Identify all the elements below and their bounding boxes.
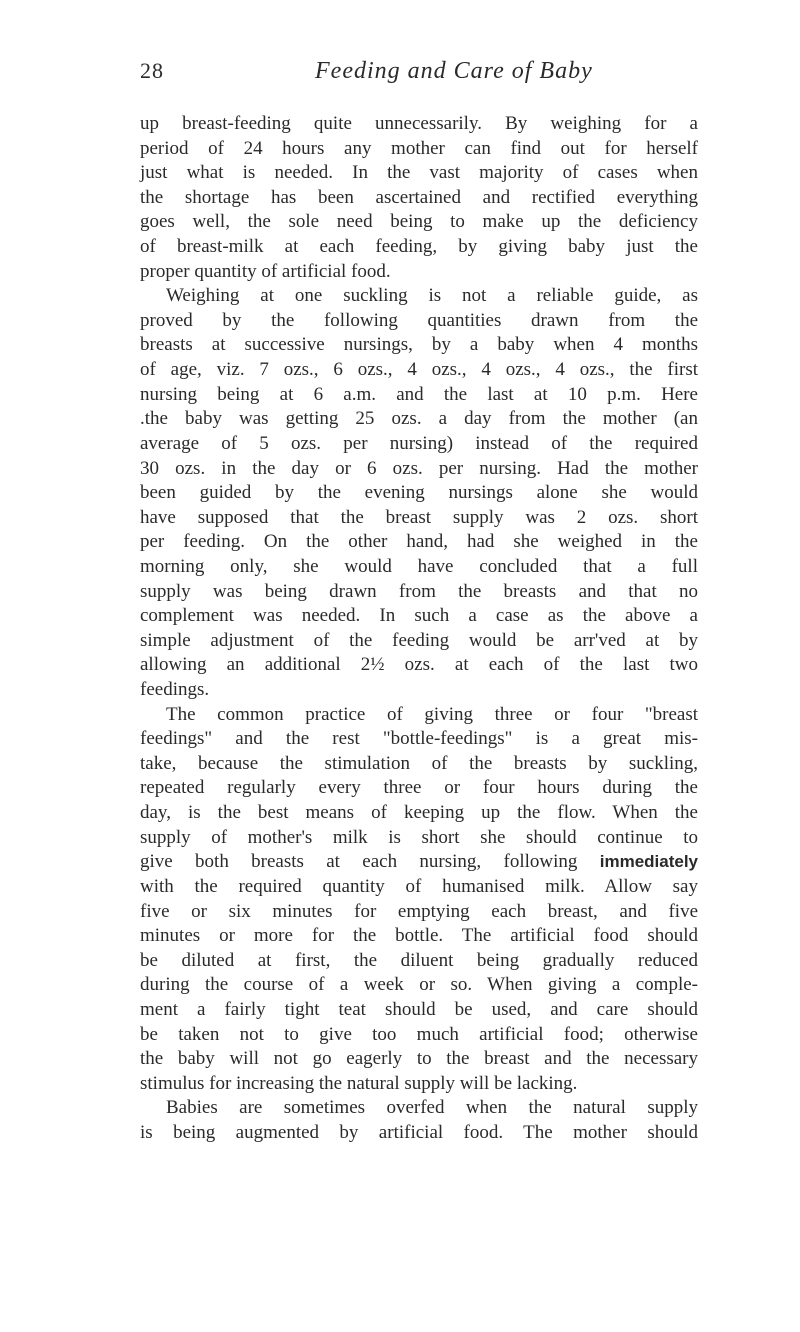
- text-line: take, because the stimulation of the breasts by suckling,: [140, 752, 698, 774]
- running-head: [140, 58, 700, 94]
- text-line: just what is needed. In the vast majority of cases when: [140, 162, 698, 184]
- text-line: is being augmented by artificial food. The mother should: [140, 1121, 698, 1143]
- text-line: [140, 850, 698, 875]
- text-segment: give both breasts at each nursing, following: [140, 851, 578, 873]
- text-line: complement was needed. In such a case as the above a: [140, 605, 698, 627]
- text-line: during the course of a week or so. When giving a comple-: [140, 974, 698, 996]
- text-line: supply of mother's milk is short she should continue to: [140, 826, 698, 848]
- text-line: proper quantity of artificial food.: [140, 260, 391, 282]
- text-line: have supposed that the breast supply was 2 ozs. short: [140, 506, 698, 528]
- text-line: up breast-feeding quite unnecessarily. By weighing for a: [140, 113, 698, 134]
- text-line: proved by the following quantities drawn from the: [140, 309, 698, 331]
- body-text: [140, 112, 698, 1146]
- emphasis-immediately: immediately: [599, 852, 699, 872]
- text-line: .the baby was getting 25 ozs. a day from the mother (an: [140, 408, 698, 430]
- text-line: simple adjustment of the feeding would be arr'ved at by: [140, 629, 698, 651]
- text-line: period of 24 hours any mother can find out for herself: [140, 137, 698, 159]
- text-line: stimulus for increasing the natural supply will be lacking.: [140, 1072, 578, 1094]
- text-line: with the required quantity of humanised milk. Allow say: [140, 875, 698, 897]
- text-line: breasts at successive nursings, by a baby when 4 months: [140, 334, 698, 356]
- text-line: minutes or more for the bottle. The artificial food should: [140, 925, 698, 947]
- text-line: morning only, she would have concluded that a full: [140, 555, 698, 577]
- text-line: five or six minutes for emptying each breast, and five: [140, 900, 698, 922]
- text-line: average of 5 ozs. per nursing) instead of the required: [140, 432, 698, 454]
- text-line: be diluted at first, the diluent being gradually reduced: [140, 949, 698, 971]
- text-line: allowing an additional 2½ ozs. at each of the last two: [140, 654, 698, 676]
- text-line: the baby will not go eagerly to the breast and the necessary: [140, 1048, 698, 1070]
- text-line: Weighing at one suckling is not a reliable guide, as: [166, 285, 698, 307]
- text-line: been guided by the evening nursings alone she would: [140, 482, 698, 504]
- text-line: the shortage has been ascertained and rectified everything: [140, 186, 698, 208]
- text-line: nursing being at 6 a.m. and the last at 10 p.m. Here: [140, 383, 698, 405]
- text-line: repeated regularly every three or four hours during the: [140, 777, 698, 799]
- text-line: feedings.: [140, 679, 210, 701]
- text-line: per feeding. On the other hand, had she weighed in the: [140, 531, 698, 553]
- text-line: day, is the best means of keeping up the flow. When the: [140, 802, 698, 824]
- text-line: of age, viz. 7 ozs., 6 ozs., 4 ozs., 4 ozs., 4 ozs., the first: [140, 359, 698, 381]
- text-line: The common practice of giving three or four "breast: [166, 703, 698, 725]
- text-line: goes well, the sole need being to make up the deficiency: [140, 211, 698, 233]
- text-line: Babies are sometimes overfed when the natural supply: [166, 1097, 698, 1119]
- text-line: feedings" and the rest "bottle-feedings" is a great mis-: [140, 728, 698, 750]
- page-number: 28: [140, 58, 164, 83]
- running-title: Feeding and Care of Baby: [315, 58, 593, 84]
- text-line: of breast-milk at each feeding, by giving baby just the: [140, 236, 698, 258]
- text-line: ment a fairly tight teat should be used, and care should: [140, 998, 698, 1020]
- text-line: 30 ozs. in the day or 6 ozs. per nursing. Had the mother: [140, 457, 698, 479]
- text-line: supply was being drawn from the breasts and that no: [140, 580, 698, 602]
- text-line: be taken not to give too much artificial food; otherwise: [140, 1023, 698, 1045]
